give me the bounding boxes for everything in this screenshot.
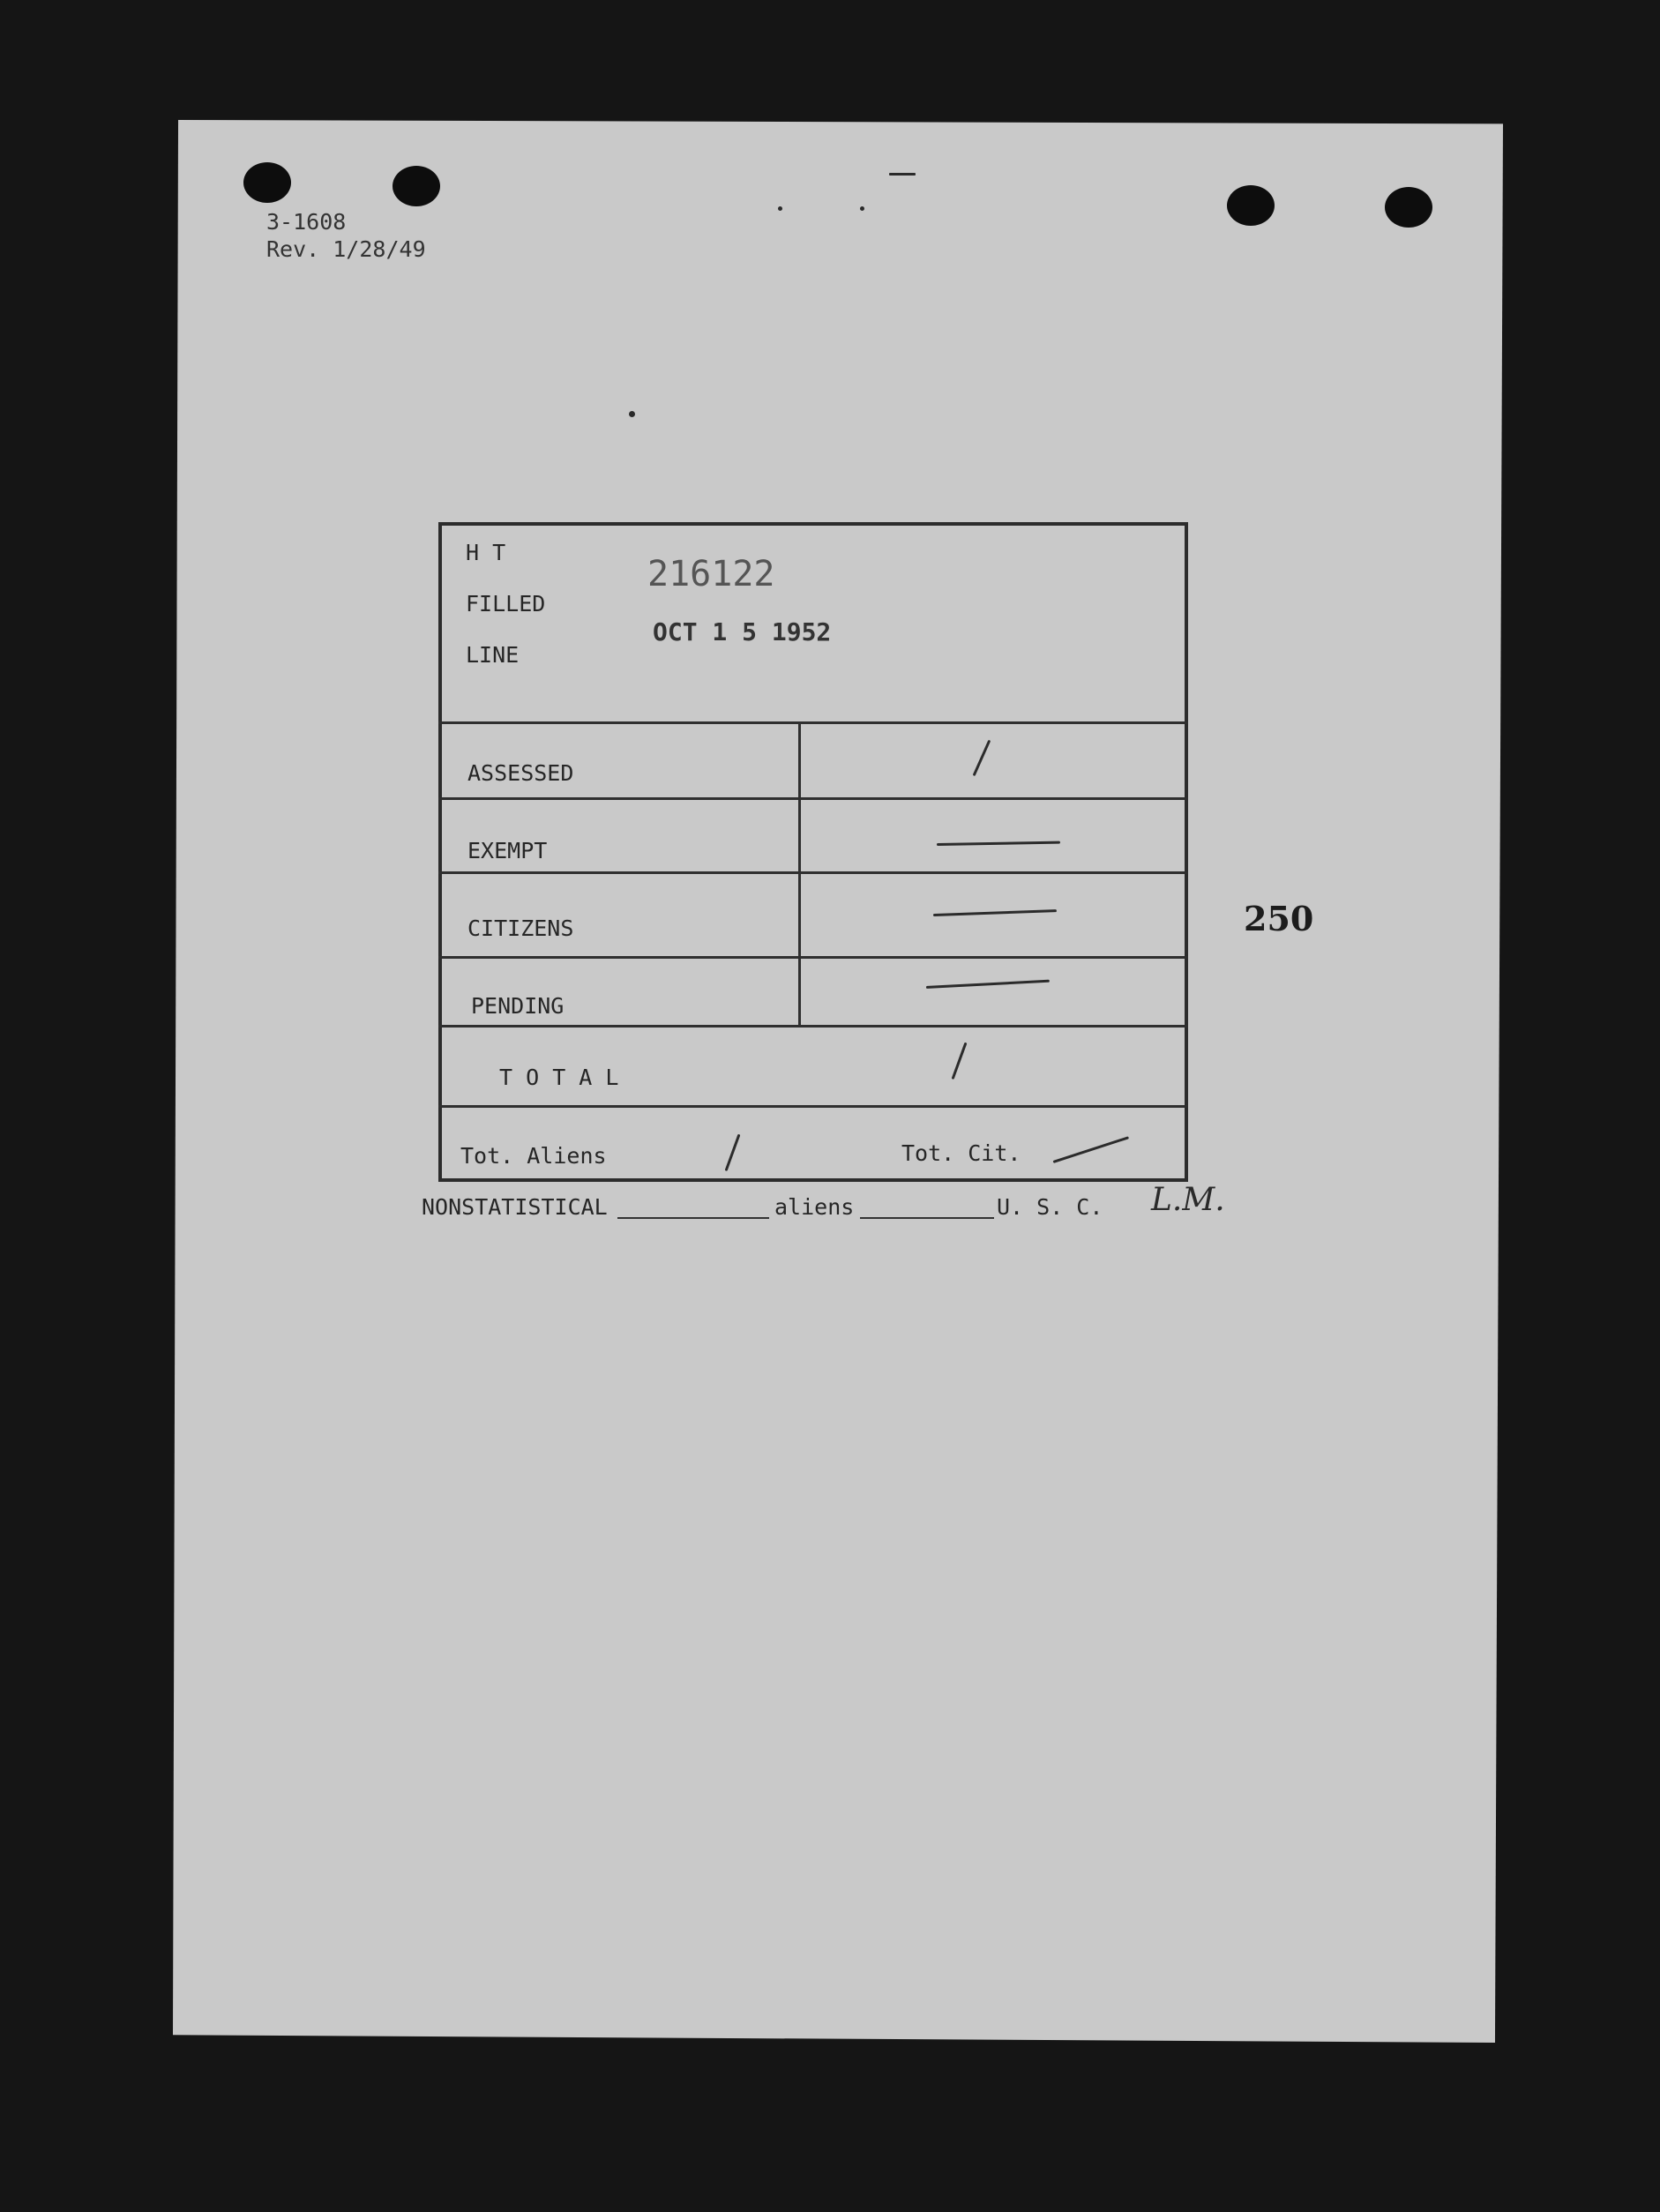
speck [860,206,864,211]
speck [629,411,635,417]
speck [889,173,916,176]
divider-citizens [438,956,1188,959]
form-identifier [266,208,426,263]
punch-hole-1 [243,162,291,203]
punch-hole-4 [1385,187,1432,228]
usc-label: U. S. C. [997,1194,1103,1220]
row-label-pending: PENDING [471,993,565,1019]
aliens-label: aliens [774,1194,855,1220]
column-divider [798,721,801,1025]
row-label-assessed: ASSESSED [467,760,574,786]
punch-hole-2 [393,166,440,206]
divider-exempt [438,871,1188,874]
aliens-blank [860,1217,994,1219]
stamp-date: OCT 1 5 1952 [653,617,832,646]
initials-signature: L.M. [1151,1182,1225,1218]
label-filled: FILLED [466,591,546,617]
divider-header [438,721,1188,724]
label-line: LINE [466,642,520,668]
speck [778,206,782,211]
nonstatistical-blank [617,1217,769,1219]
divider-pending [438,1025,1188,1028]
divider-assessed [438,797,1188,800]
page-number: 250 [1244,899,1314,938]
divider-total [438,1105,1188,1108]
total-label: T O T A L [499,1065,619,1090]
form-revision: Rev. 1/28/49 [266,236,426,262]
form-number: 3-1608 [266,209,347,235]
row-label-citizens: CITIZENS [467,915,574,941]
nonstatistical-label: NONSTATISTICAL [422,1194,608,1220]
row-label-exempt: EXEMPT [467,838,548,863]
tot-aliens-label: Tot. Aliens [460,1143,607,1169]
tot-cit-label: Tot. Cit. [901,1140,1021,1166]
stamp-number: 216122 [647,554,775,594]
punch-hole-3 [1227,185,1275,226]
label-ht: H T [466,540,506,565]
